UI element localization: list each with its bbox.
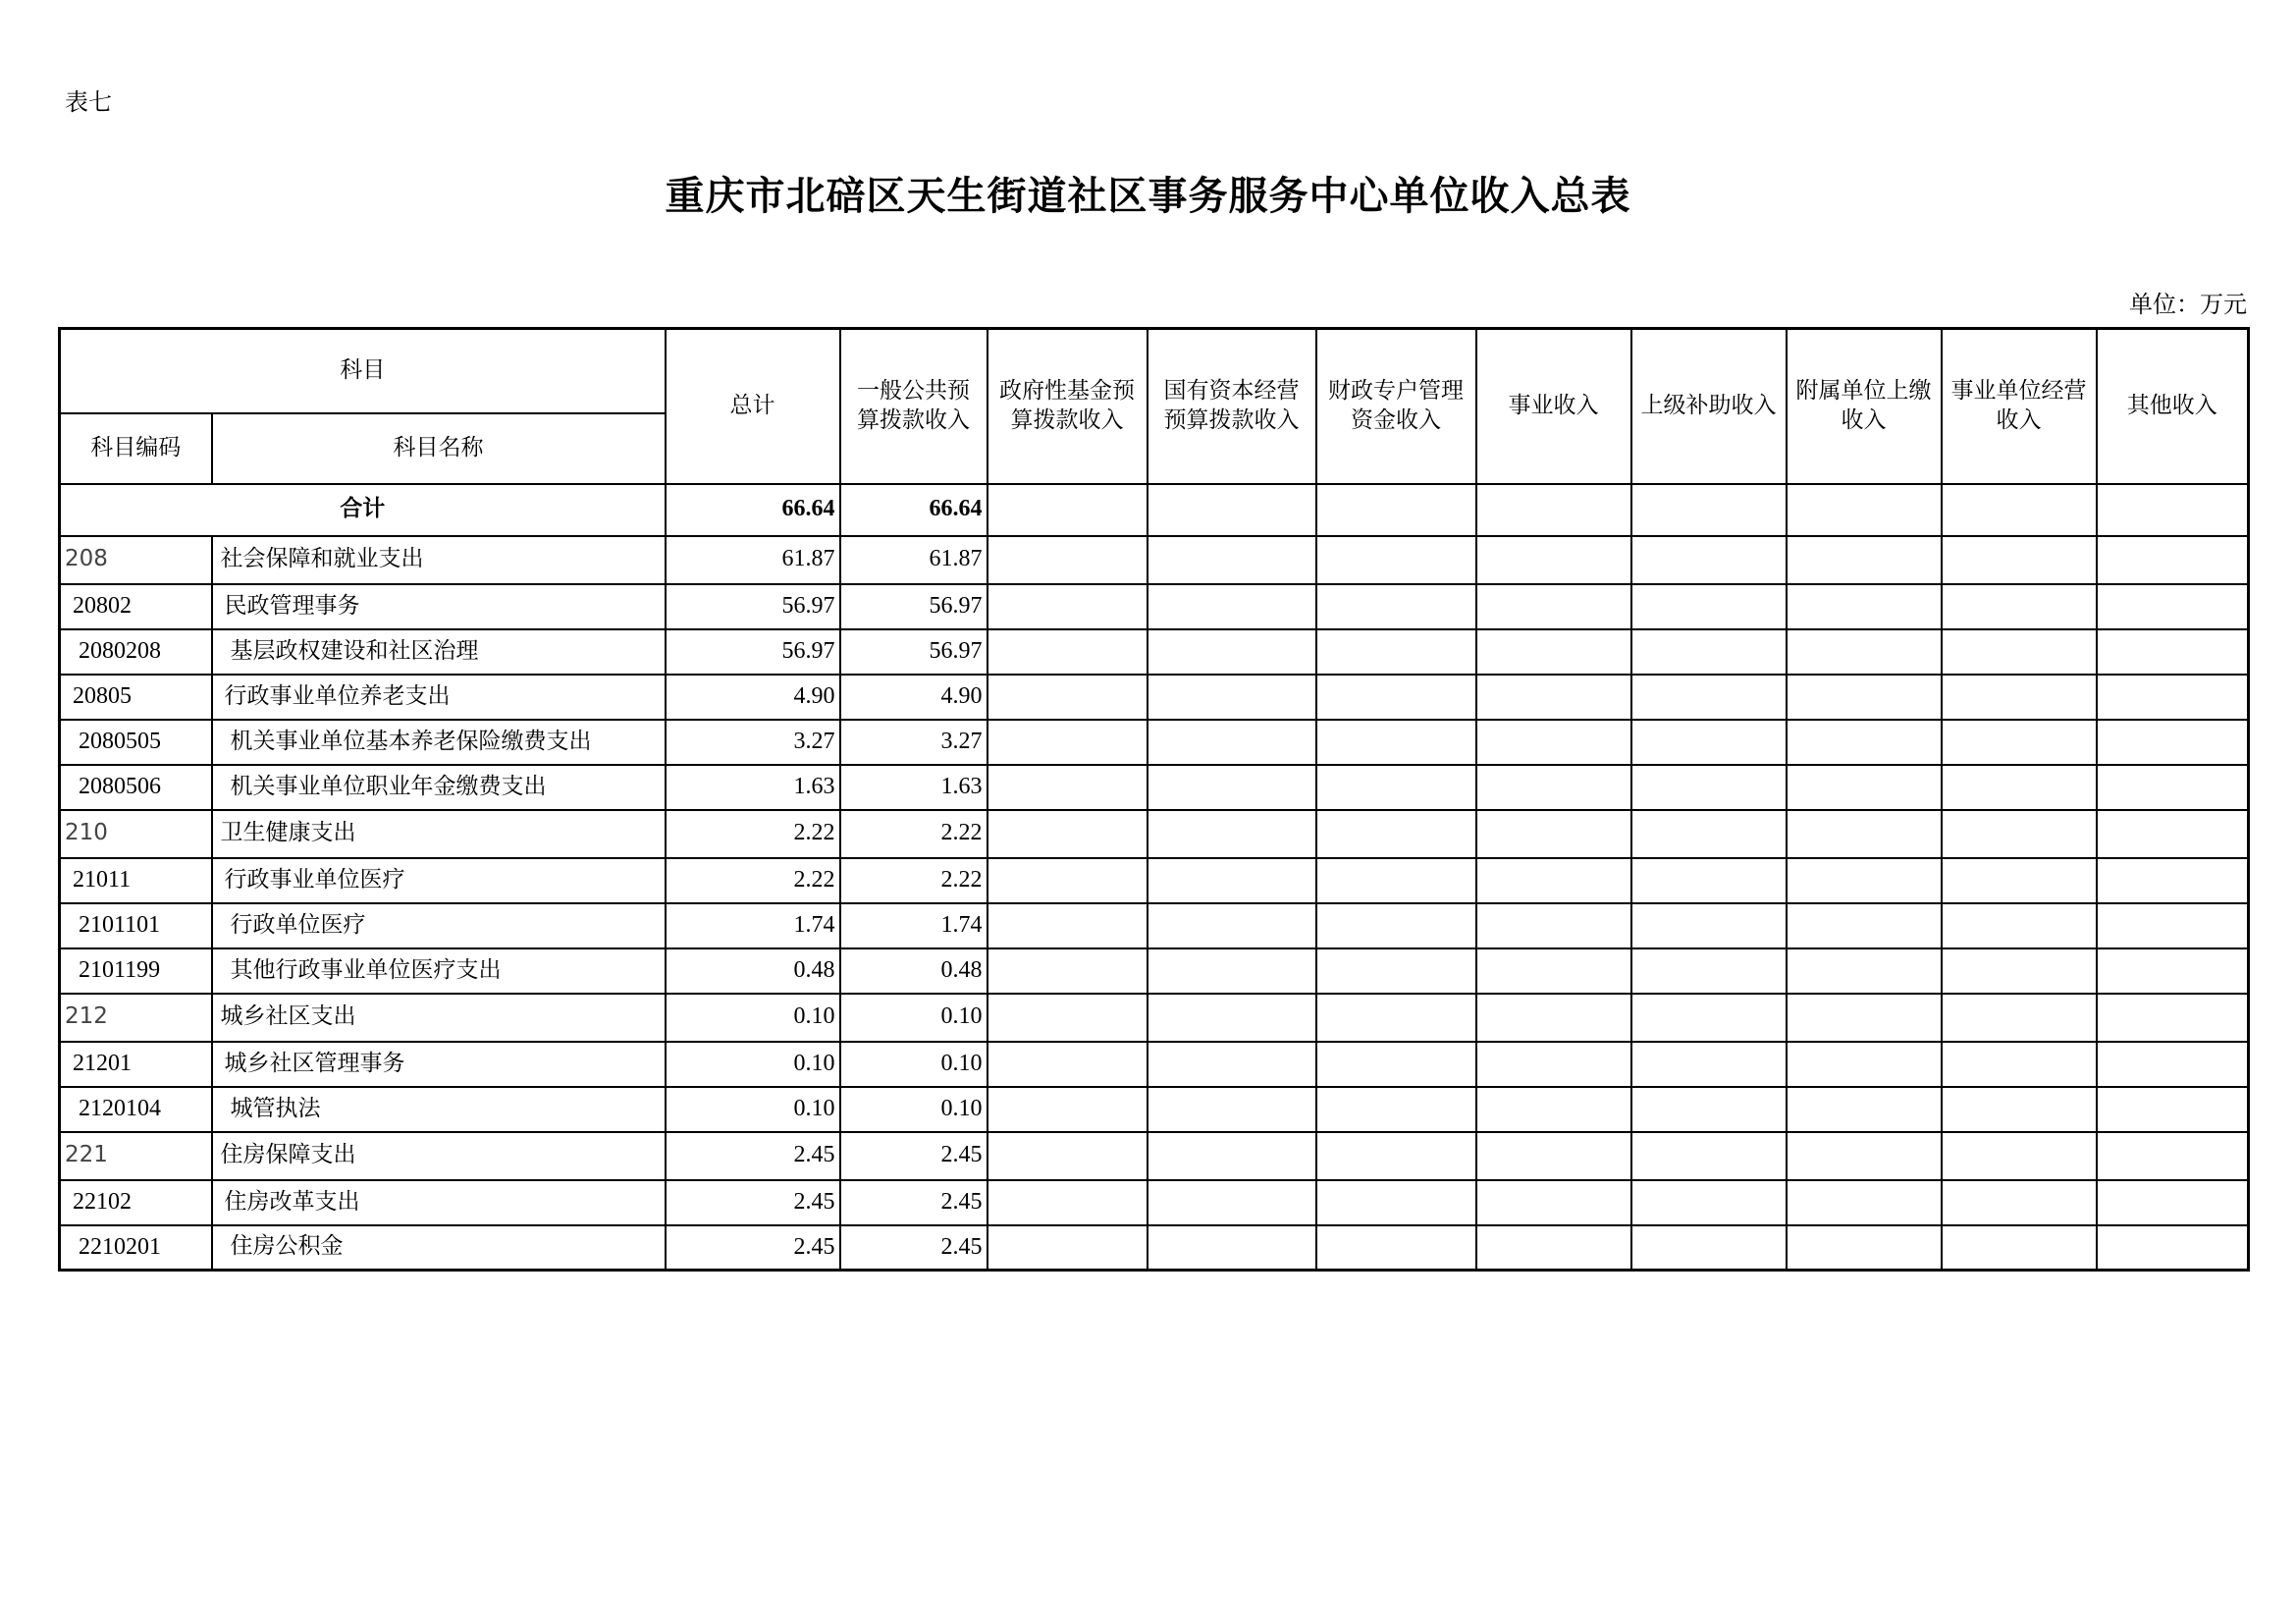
empty-cell	[1148, 948, 1316, 994]
empty-cell	[1148, 1132, 1316, 1180]
empty-cell	[1631, 1225, 1787, 1271]
subject-code-cell: 210	[60, 810, 212, 858]
empty-cell	[988, 536, 1148, 584]
empty-cell	[1148, 858, 1316, 903]
general-budget-cell: 3.27	[840, 720, 988, 765]
header-operating-income: 事业单位经营收入	[1942, 329, 2097, 484]
empty-cell	[1476, 810, 1631, 858]
empty-cell	[2097, 629, 2249, 675]
empty-cell	[1631, 584, 1787, 629]
total-cell: 56.97	[666, 584, 840, 629]
general-budget-cell: 2.22	[840, 858, 988, 903]
total-cell: 4.90	[666, 675, 840, 720]
header-affiliated-income: 附属单位上缴收入	[1787, 329, 1942, 484]
subject-code-cell: 2210201	[60, 1225, 212, 1271]
empty-cell	[2097, 1087, 2249, 1132]
empty-cell	[1631, 994, 1787, 1042]
subject-name-cell: 住房改革支出	[212, 1180, 666, 1225]
empty-cell	[1631, 629, 1787, 675]
subject-code-cell: 221	[60, 1132, 212, 1180]
table-row	[60, 1180, 2249, 1225]
subject-code-cell: 22102	[60, 1180, 212, 1225]
total-cell: 56.97	[666, 629, 840, 675]
empty-cell	[1942, 1132, 2097, 1180]
empty-cell	[1316, 1132, 1476, 1180]
subject-code-cell: 2080208	[60, 629, 212, 675]
subject-name-cell: 城乡社区支出	[212, 994, 666, 1042]
empty-cell	[988, 948, 1148, 994]
subject-code-cell: 20802	[60, 584, 212, 629]
empty-cell	[1148, 720, 1316, 765]
empty-cell	[1148, 536, 1316, 584]
empty-cell	[1476, 484, 1631, 536]
table-row	[60, 720, 2249, 765]
table-row	[60, 903, 2249, 948]
empty-cell	[1316, 675, 1476, 720]
empty-cell	[988, 675, 1148, 720]
empty-cell	[1148, 1225, 1316, 1271]
subject-name-cell: 民政管理事务	[212, 584, 666, 629]
empty-cell	[1942, 536, 2097, 584]
empty-cell	[1148, 765, 1316, 810]
subject-code-cell: 20805	[60, 675, 212, 720]
empty-cell	[988, 1042, 1148, 1087]
empty-cell	[1631, 1180, 1787, 1225]
empty-cell	[1476, 720, 1631, 765]
subject-name-cell: 行政单位医疗	[212, 903, 666, 948]
empty-cell	[1942, 484, 2097, 536]
empty-cell	[1787, 629, 1942, 675]
empty-cell	[1148, 484, 1316, 536]
empty-cell	[1316, 810, 1476, 858]
table-row	[60, 994, 2249, 1042]
empty-cell	[1148, 1042, 1316, 1087]
table-header	[60, 329, 2249, 484]
empty-cell	[988, 858, 1148, 903]
empty-cell	[1631, 810, 1787, 858]
header-subject-name: 科目名称	[212, 413, 666, 484]
general-budget-cell: 4.90	[840, 675, 988, 720]
subject-name-cell: 基层政权建设和社区治理	[212, 629, 666, 675]
total-cell: 2.45	[666, 1132, 840, 1180]
empty-cell	[1476, 1132, 1631, 1180]
empty-cell	[1942, 584, 2097, 629]
subject-name-cell: 行政事业单位医疗	[212, 858, 666, 903]
empty-cell	[1148, 629, 1316, 675]
subject-name-cell: 机关事业单位职业年金缴费支出	[212, 765, 666, 810]
empty-cell	[1476, 536, 1631, 584]
subject-code-cell: 2101199	[60, 948, 212, 994]
empty-cell	[1787, 994, 1942, 1042]
table-row	[60, 1042, 2249, 1087]
table-row	[60, 765, 2249, 810]
empty-cell	[1942, 994, 2097, 1042]
table-body	[60, 484, 2249, 1271]
subject-code-cell: 208	[60, 536, 212, 584]
header-gov-fund: 政府性基金预算拨款收入	[988, 329, 1148, 484]
empty-cell	[988, 484, 1148, 536]
subject-name-cell: 行政事业单位养老支出	[212, 675, 666, 720]
total-cell: 0.48	[666, 948, 840, 994]
subject-code-cell: 21011	[60, 858, 212, 903]
general-budget-cell: 61.87	[840, 536, 988, 584]
empty-cell	[1631, 1132, 1787, 1180]
empty-cell	[2097, 1132, 2249, 1180]
general-budget-cell: 1.63	[840, 765, 988, 810]
header-general-budget: 一般公共预算拨款收入	[840, 329, 988, 484]
general-budget-cell: 2.45	[840, 1180, 988, 1225]
general-budget-cell: 56.97	[840, 584, 988, 629]
table-row	[60, 1132, 2249, 1180]
header-subject-code: 科目编码	[60, 413, 212, 484]
empty-cell	[1316, 765, 1476, 810]
total-label: 合计	[60, 484, 666, 536]
empty-cell	[1631, 1087, 1787, 1132]
empty-cell	[2097, 1180, 2249, 1225]
empty-cell	[1148, 810, 1316, 858]
empty-cell	[1787, 1180, 1942, 1225]
general-budget-cell: 0.48	[840, 948, 988, 994]
empty-cell	[988, 720, 1148, 765]
empty-cell	[1942, 810, 2097, 858]
table-row	[60, 1225, 2249, 1271]
empty-cell	[1787, 536, 1942, 584]
general-budget-cell: 2.22	[840, 810, 988, 858]
total-row	[60, 484, 2249, 536]
empty-cell	[1631, 903, 1787, 948]
subject-name-cell: 住房保障支出	[212, 1132, 666, 1180]
empty-cell	[1787, 584, 1942, 629]
table-row	[60, 629, 2249, 675]
empty-cell	[1631, 675, 1787, 720]
empty-cell	[988, 810, 1148, 858]
table-row	[60, 584, 2249, 629]
empty-cell	[1942, 1225, 2097, 1271]
empty-cell	[1476, 1180, 1631, 1225]
total-sum: 66.64	[666, 484, 840, 536]
empty-cell	[1942, 1087, 2097, 1132]
empty-cell	[1942, 948, 2097, 994]
empty-cell	[1316, 1180, 1476, 1225]
total-cell: 61.87	[666, 536, 840, 584]
header-fiscal-special: 财政专户管理资金收入	[1316, 329, 1476, 484]
empty-cell	[1631, 536, 1787, 584]
table-row	[60, 675, 2249, 720]
empty-cell	[2097, 765, 2249, 810]
empty-cell	[1316, 948, 1476, 994]
empty-cell	[1476, 858, 1631, 903]
empty-cell	[1787, 810, 1942, 858]
general-budget-cell: 0.10	[840, 1042, 988, 1087]
subject-code-cell: 21201	[60, 1042, 212, 1087]
empty-cell	[1316, 536, 1476, 584]
empty-cell	[1476, 629, 1631, 675]
empty-cell	[988, 1225, 1148, 1271]
header-subject: 科目	[60, 329, 666, 413]
table-row	[60, 1087, 2249, 1132]
general-budget-cell: 2.45	[840, 1132, 988, 1180]
empty-cell	[2097, 584, 2249, 629]
table-row	[60, 858, 2249, 903]
total-cell: 2.22	[666, 810, 840, 858]
subject-name-cell: 卫生健康支出	[212, 810, 666, 858]
empty-cell	[1787, 903, 1942, 948]
header-state-capital: 国有资本经营预算拨款收入	[1148, 329, 1316, 484]
empty-cell	[1316, 484, 1476, 536]
empty-cell	[988, 584, 1148, 629]
income-summary-table	[58, 327, 2250, 1272]
empty-cell	[1476, 994, 1631, 1042]
table-row	[60, 810, 2249, 858]
document-title: 重庆市北碚区天生街道社区事务服务中心单位收入总表	[665, 173, 1631, 219]
total-cell: 1.63	[666, 765, 840, 810]
total-cell: 2.45	[666, 1180, 840, 1225]
subject-name-cell: 社会保障和就业支出	[212, 536, 666, 584]
empty-cell	[1476, 675, 1631, 720]
empty-cell	[1787, 1042, 1942, 1087]
empty-cell	[1316, 720, 1476, 765]
empty-cell	[2097, 903, 2249, 948]
empty-cell	[1942, 1180, 2097, 1225]
empty-cell	[2097, 994, 2249, 1042]
general-budget-cell: 0.10	[840, 994, 988, 1042]
subject-name-cell: 城乡社区管理事务	[212, 1042, 666, 1087]
empty-cell	[1148, 994, 1316, 1042]
empty-cell	[2097, 1225, 2249, 1271]
empty-cell	[1316, 1225, 1476, 1271]
empty-cell	[1631, 1042, 1787, 1087]
table-row	[60, 536, 2249, 584]
empty-cell	[1787, 1132, 1942, 1180]
empty-cell	[1631, 720, 1787, 765]
empty-cell	[1942, 858, 2097, 903]
total-cell: 1.74	[666, 903, 840, 948]
empty-cell	[1787, 765, 1942, 810]
empty-cell	[1787, 948, 1942, 994]
subject-code-cell: 2080506	[60, 765, 212, 810]
general-budget-cell: 2.45	[840, 1225, 988, 1271]
empty-cell	[1787, 484, 1942, 536]
empty-cell	[988, 903, 1148, 948]
empty-cell	[1148, 1180, 1316, 1225]
header-superior-subsidy: 上级补助收入	[1631, 329, 1787, 484]
empty-cell	[1316, 629, 1476, 675]
empty-cell	[1316, 858, 1476, 903]
unit-label: 单位：万元	[2129, 291, 2247, 318]
empty-cell	[1148, 675, 1316, 720]
empty-cell	[1787, 720, 1942, 765]
empty-cell	[1316, 584, 1476, 629]
header-business-income: 事业收入	[1476, 329, 1631, 484]
empty-cell	[1787, 675, 1942, 720]
empty-cell	[1316, 994, 1476, 1042]
empty-cell	[1316, 1087, 1476, 1132]
empty-cell	[1787, 1087, 1942, 1132]
empty-cell	[1476, 1225, 1631, 1271]
total-cell: 3.27	[666, 720, 840, 765]
header-total: 总计	[666, 329, 840, 484]
empty-cell	[2097, 810, 2249, 858]
empty-cell	[1942, 629, 2097, 675]
empty-cell	[1476, 1087, 1631, 1132]
empty-cell	[1476, 948, 1631, 994]
empty-cell	[988, 994, 1148, 1042]
empty-cell	[1942, 903, 2097, 948]
subject-code-cell: 2080505	[60, 720, 212, 765]
empty-cell	[988, 629, 1148, 675]
empty-cell	[2097, 720, 2249, 765]
header-other-income: 其他收入	[2097, 329, 2249, 484]
empty-cell	[1942, 720, 2097, 765]
empty-cell	[2097, 536, 2249, 584]
empty-cell	[1942, 675, 2097, 720]
empty-cell	[1631, 858, 1787, 903]
general-budget-cell: 56.97	[840, 629, 988, 675]
empty-cell	[2097, 675, 2249, 720]
empty-cell	[1148, 1087, 1316, 1132]
empty-cell	[988, 1180, 1148, 1225]
empty-cell	[1148, 584, 1316, 629]
empty-cell	[2097, 948, 2249, 994]
empty-cell	[1316, 1042, 1476, 1087]
total-cell: 0.10	[666, 994, 840, 1042]
empty-cell	[1476, 584, 1631, 629]
subject-code-cell: 2120104	[60, 1087, 212, 1132]
subject-code-cell: 212	[60, 994, 212, 1042]
empty-cell	[1631, 948, 1787, 994]
empty-cell	[1787, 1225, 1942, 1271]
empty-cell	[1476, 903, 1631, 948]
total-cell: 0.10	[666, 1087, 840, 1132]
empty-cell	[1942, 1042, 2097, 1087]
subject-name-cell: 其他行政事业单位医疗支出	[212, 948, 666, 994]
empty-cell	[1476, 765, 1631, 810]
empty-cell	[1787, 858, 1942, 903]
empty-cell	[1942, 765, 2097, 810]
table-number-label: 表七	[65, 88, 112, 116]
empty-cell	[1631, 484, 1787, 536]
table-row	[60, 948, 2249, 994]
total-cell: 0.10	[666, 1042, 840, 1087]
empty-cell	[1316, 903, 1476, 948]
general-budget-cell: 0.10	[840, 1087, 988, 1132]
empty-cell	[988, 1087, 1148, 1132]
empty-cell	[988, 765, 1148, 810]
empty-cell	[1148, 903, 1316, 948]
total-cell: 2.45	[666, 1225, 840, 1271]
empty-cell	[2097, 484, 2249, 536]
empty-cell	[2097, 1042, 2249, 1087]
empty-cell	[988, 1132, 1148, 1180]
subject-name-cell: 住房公积金	[212, 1225, 666, 1271]
empty-cell	[2097, 858, 2249, 903]
total-general-budget: 66.64	[840, 484, 988, 536]
subject-name-cell: 城管执法	[212, 1087, 666, 1132]
subject-name-cell: 机关事业单位基本养老保险缴费支出	[212, 720, 666, 765]
general-budget-cell: 1.74	[840, 903, 988, 948]
empty-cell	[1476, 1042, 1631, 1087]
subject-code-cell: 2101101	[60, 903, 212, 948]
total-cell: 2.22	[666, 858, 840, 903]
empty-cell	[1631, 765, 1787, 810]
